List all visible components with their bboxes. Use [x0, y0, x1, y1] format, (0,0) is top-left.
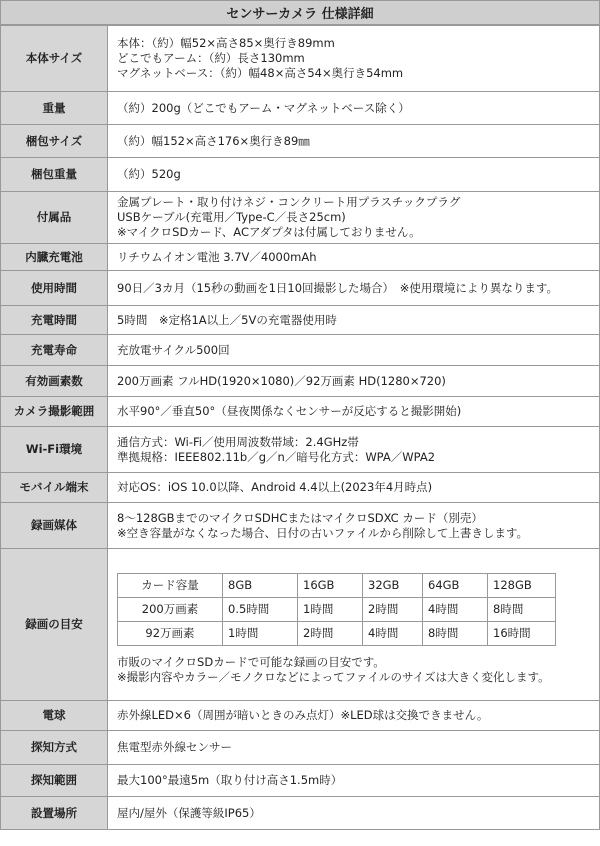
spec-value-line: 8～128GBまでのマイクロSDHCまたはマイクロSDXC カード（別売） [117, 510, 483, 525]
spec-value [108, 731, 600, 765]
page-title: センサーカメラ 仕様詳細 [0, 0, 600, 25]
spec-label: Wi-Fi環境 [1, 427, 108, 473]
spec-value-line: 200万画素 フルHD(1920×1080)／92万画素 HD(1280×720) [117, 373, 446, 388]
spec-label: モバイル端末 [1, 473, 108, 503]
recording-table-cell: 64GB [423, 573, 488, 597]
spec-value [108, 125, 600, 158]
spec-row [1, 765, 600, 797]
spec-value-line: 通信方式：Wi-Fi／使用周波数帯域：2.4GHz帯 [117, 434, 359, 449]
recording-table-cell: 4時間 [423, 597, 488, 621]
recording-table-cell: 0.5時間 [223, 597, 298, 621]
recording-table-row [118, 621, 556, 645]
recording-note-line: ※撮影内容やカラー／モノクロなどによってファイルのサイズは大きく変化します。 [117, 669, 550, 684]
spec-label: 重量 [1, 92, 108, 125]
spec-value [108, 26, 600, 92]
spec-value-line: 5時間 ※定格1A以上／5Vの充電器使用時 [117, 312, 337, 327]
spec-row [1, 335, 600, 366]
spec-value-line: （約）200g（どこでもアーム・マグネットベース除く） [117, 100, 410, 115]
spec-value [108, 158, 600, 192]
spec-label: 梱包重量 [1, 158, 108, 192]
recording-table-cell: 16GB [298, 573, 363, 597]
spec-value-line: 対応OS：iOS 10.0以降、Android 4.4以上(2023年4月時点) [117, 480, 433, 494]
spec-label: 本体サイズ [1, 26, 108, 92]
spec-row [1, 397, 600, 427]
spec-label: 録画媒体 [1, 503, 108, 549]
recording-table-cell: 200万画素 [118, 597, 223, 621]
spec-value-line: ※マイクロSDカード、ACアダプタは付属しておりません。 [117, 225, 421, 239]
recording-notes [117, 655, 599, 685]
spec-row [1, 366, 600, 397]
spec-row [1, 158, 600, 192]
recording-table-cell: 8時間 [423, 621, 488, 645]
recording-note-line: 市販のマイクロSDカードで可能な録画の目安です。 [117, 654, 385, 669]
recording-table-cell: 1時間 [298, 597, 363, 621]
spec-row [1, 797, 600, 830]
recording-table-cell: 128GB [488, 573, 556, 597]
recording-table-row [118, 597, 556, 621]
spec-value-line: 焦電型赤外線センサー [117, 740, 232, 754]
recording-time-table [117, 573, 556, 646]
spec-value-line: 準拠規格：IEEE802.11b／g／n／暗号化方式：WPA／WPA2 [117, 449, 436, 464]
spec-value-line: リチウムイオン電池 3.7V／4000mAh [117, 249, 317, 264]
spec-value-line: ※空き容量がなくなった場合、日付の古いファイルから削除して上書きします。 [117, 525, 528, 540]
spec-row [1, 503, 600, 549]
spec-label: カメラ撮影範囲 [1, 397, 108, 427]
spec-value-line: 最大100°最遠5m（取り付け高さ1.5m時） [117, 773, 343, 787]
recording-table-cell: 16時間 [488, 621, 556, 645]
spec-row [1, 271, 600, 306]
recording-table-cell: 4時間 [363, 621, 423, 645]
recording-table-cell: 1時間 [223, 621, 298, 645]
recording-table-cell: 92万画素 [118, 621, 223, 645]
spec-label: 充電寿命 [1, 335, 108, 366]
spec-row-recording [1, 549, 600, 701]
spec-value [108, 397, 600, 427]
spec-value [108, 473, 600, 503]
spec-value [108, 335, 600, 366]
spec-row [1, 192, 600, 244]
spec-label: 探知範囲 [1, 765, 108, 797]
recording-table-cell: 8GB [223, 573, 298, 597]
spec-value-line: 赤外線LED×6（周囲が暗いときのみ点灯）※LED球は交換できません。 [117, 708, 489, 722]
recording-table-cell: 2時間 [298, 621, 363, 645]
spec-value-line: 90日／3カ月（15秒の動画を1日10回撮影した場合） ※使用環境により異なります。 [117, 280, 558, 295]
spec-value-line: どこでもアーム：（約）長さ130mm [117, 51, 305, 65]
spec-value-line: 金属プレート・取り付けネジ・コンクリート用プラスチックプラグ [117, 195, 461, 209]
spec-value [108, 427, 600, 473]
spec-value-line: （約）520g [117, 167, 181, 181]
spec-value [108, 503, 600, 549]
spec-row [1, 92, 600, 125]
spec-value [108, 306, 600, 335]
spec-value-line: （約）幅152×高さ176×奥行き89㎜ [117, 133, 310, 148]
spec-value-line: 充放電サイクル500回 [117, 342, 230, 357]
spec-label: 録画の目安 [1, 549, 108, 701]
spec-label: 探知方式 [1, 731, 108, 765]
spec-value [108, 192, 600, 244]
spec-value [108, 797, 600, 830]
spec-value-line: 水平90°／垂直50°（昼夜関係なくセンサーが反応すると撮影開始) [117, 404, 462, 418]
spec-value [108, 271, 600, 306]
spec-row [1, 306, 600, 335]
spec-value-line: マグネットベース：（約）幅48×高さ54×奥行き54mm [117, 66, 404, 80]
spec-row [1, 125, 600, 158]
spec-row [1, 26, 600, 92]
spec-value [108, 244, 600, 271]
spec-value [108, 92, 600, 125]
spec-label: 電球 [1, 701, 108, 731]
recording-table-cell: 32GB [363, 573, 423, 597]
spec-row [1, 473, 600, 503]
spec-label: 充電時間 [1, 306, 108, 335]
spec-label: 使用時間 [1, 271, 108, 306]
spec-value [108, 765, 600, 797]
recording-table-cell: 2時間 [363, 597, 423, 621]
spec-label: 付属品 [1, 192, 108, 244]
spec-value [108, 701, 600, 731]
spec-value [108, 366, 600, 397]
spec-value [108, 549, 600, 701]
spec-row [1, 244, 600, 271]
spec-value-line: 屋内/屋外（保護等級IP65） [117, 805, 261, 820]
spec-row [1, 701, 600, 731]
recording-table-cell: カード容量 [118, 573, 223, 597]
spec-label: 内臓充電池 [1, 244, 108, 271]
spec-value-line: 本体：（約）幅52×高さ85×奥行き89mm [117, 36, 335, 50]
spec-row [1, 427, 600, 473]
spec-value-line: USBケーブル(充電用／Type-C／長さ25cm) [117, 210, 346, 224]
spec-row [1, 731, 600, 765]
spec-label: 梱包サイズ [1, 125, 108, 158]
recording-table-cell: 8時間 [488, 597, 556, 621]
recording-header-row [118, 573, 556, 597]
spec-label: 有効画素数 [1, 366, 108, 397]
spec-table [0, 25, 600, 830]
spec-label: 設置場所 [1, 797, 108, 830]
